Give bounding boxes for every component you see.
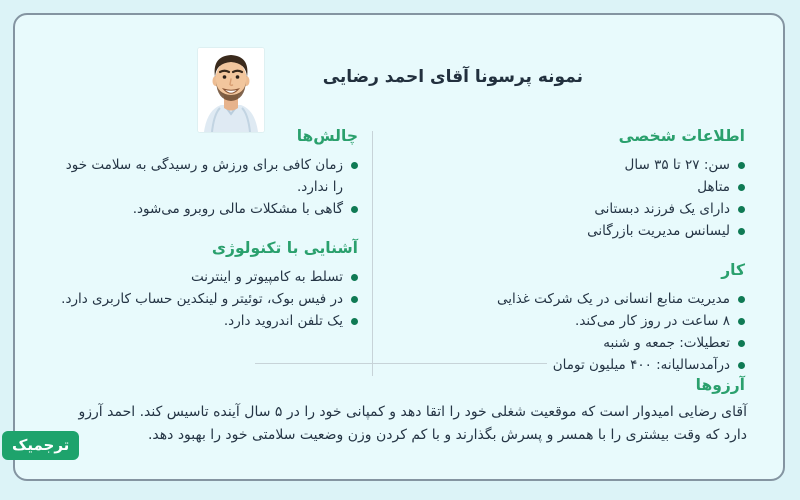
persona-card <box>13 13 785 481</box>
column-challenges-tech <box>57 125 360 376</box>
list-item: زمان کافی برای ورزش و رسیدگی به سلامت خود را ندارد. <box>57 154 360 198</box>
section-title-technology: آشنایی با تکنولوژی <box>211 239 358 257</box>
list-item: دارای یک فرزند دبستانی <box>389 198 747 220</box>
wishes-paragraph: آقای رضایی امیدوار است که موقعیت شغلی خود را اتقا دهد و کمپانی خود را در ۵ سال آینده تاسیس کند. احمد آرزو دارد که وقت بیشتری را با همسر و پسرش بگذارند و با کم کردن وزن وضعیت سلامتی خود را بهبود دهد. <box>78 404 747 443</box>
list-item: مدیریت منابع انسانی در یک شرکت غذایی <box>389 288 747 310</box>
section-title-work: کار <box>721 261 745 279</box>
wishes-divider <box>255 363 547 364</box>
list-item: سن: ۲۷ تا ۳۵ سال <box>389 154 747 176</box>
column-divider <box>372 131 373 376</box>
man-portrait-icon <box>198 48 264 132</box>
list-item: گاهی با مشکلات مالی روبرو می‌شود. <box>57 198 360 220</box>
section-title-challenges: چالش‌ها <box>296 127 358 145</box>
list-item: در فیس بوک، توئیتر و لینکدین حساب کاربری دارد. <box>57 288 360 310</box>
list-item: تسلط به کامپیوتر و اینترنت <box>57 266 360 288</box>
page-title: نمونه پرسونا آقای احمد رضایی <box>322 67 583 87</box>
technology-list <box>57 266 360 332</box>
list-item: یک تلفن اندروید دارد. <box>57 310 360 332</box>
tarjomic-logo: ترجمیک <box>2 431 79 460</box>
persona-photo <box>198 48 264 132</box>
section-title-personal-info: اطلاعات شخصی <box>618 127 745 145</box>
list-item: ۸ ساعت در روز کار می‌کند. <box>389 310 747 332</box>
column-personal-work <box>389 125 747 376</box>
section-title-wishes: آرزوها <box>695 376 745 394</box>
persona-columns <box>57 125 747 376</box>
list-item: لیسانس مدیریت بازرگانی <box>389 220 747 242</box>
list-item: متاهل <box>389 176 747 198</box>
challenges-list <box>57 154 360 220</box>
list-item: درآمدسالیانه: ۴۰۰ میلیون تومان <box>389 354 747 376</box>
wishes-section <box>57 376 747 446</box>
list-item: تعطیلات: جمعه و شنبه <box>389 332 747 354</box>
personal-info-list <box>389 154 747 242</box>
